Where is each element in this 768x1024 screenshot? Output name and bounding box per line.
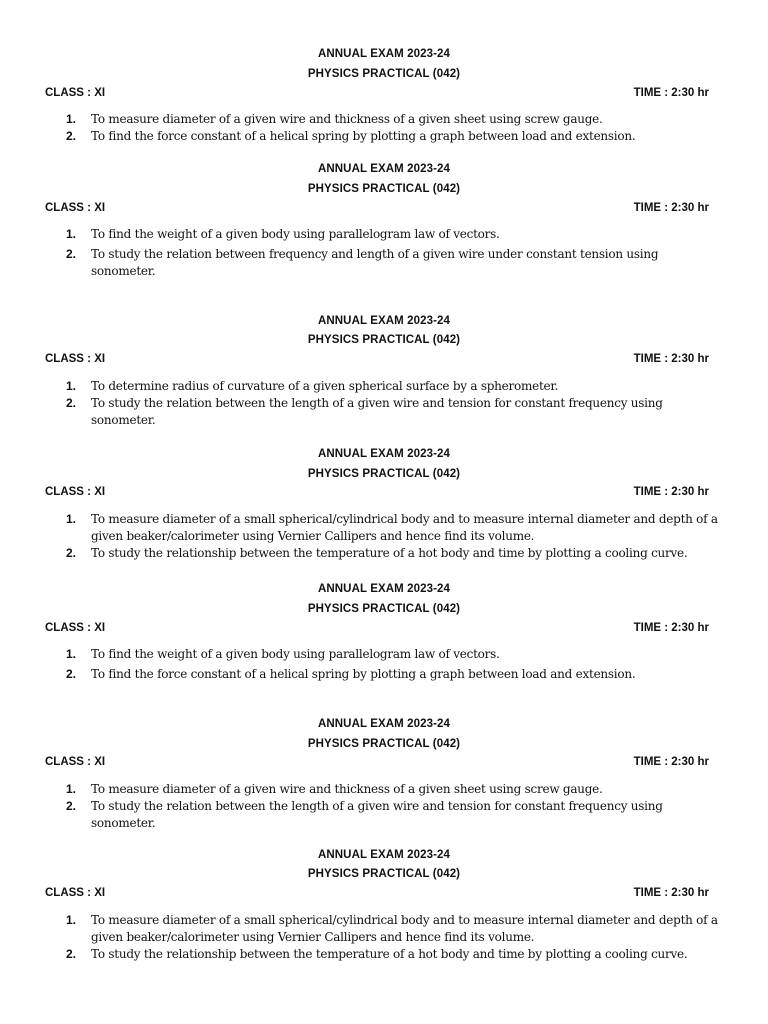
question-text: To study the relation between the length of a given wire and tension for constant frequency using sonometer. xyxy=(91,396,663,427)
question-number: 1. xyxy=(66,379,77,393)
exam-title: ANNUAL EXAM 2023-24 xyxy=(317,583,451,595)
exam-title: ANNUAL EXAM 2023-24 xyxy=(317,163,451,175)
question-number: 2. xyxy=(66,799,77,813)
question-number: 1. xyxy=(66,782,77,796)
question-number: 1. xyxy=(66,512,77,526)
exam-title: ANNUAL EXAM 2023-24 xyxy=(317,448,451,460)
question-text: To study the relationship between the temperature of a hot body and time by plotting a cooling curve. xyxy=(91,546,688,560)
question-text: To measure diameter of a given wire and thickness of a given sheet using screw gauge. xyxy=(91,782,603,796)
exam-title: ANNUAL EXAM 2023-24 xyxy=(317,718,451,730)
question-text: To measure diameter of a small spherical/cylindrical body and to measure internal diameter and depth of a given beaker/calorimeter using Vernier Callipers and hence find its volume. xyxy=(91,913,718,944)
class-label: CLASS : XI xyxy=(45,202,106,214)
exam-subtitle: PHYSICS PRACTICAL (042) xyxy=(307,868,461,880)
time-label: TIME : 2:30 hr xyxy=(633,622,709,634)
question-number: 1. xyxy=(66,227,77,241)
class-label: CLASS : XI xyxy=(45,87,106,99)
time-label: TIME : 2:30 hr xyxy=(633,756,709,768)
question-number: 2. xyxy=(66,247,77,261)
question-number: 1. xyxy=(66,647,77,661)
time-label: TIME : 2:30 hr xyxy=(633,87,709,99)
exam-subtitle: PHYSICS PRACTICAL (042) xyxy=(307,468,461,480)
exam-title: ANNUAL EXAM 2023-24 xyxy=(317,315,451,327)
question-number: 2. xyxy=(66,396,77,410)
exam-subtitle: PHYSICS PRACTICAL (042) xyxy=(307,603,461,615)
question-text: To measure diameter of a small spherical/cylindrical body and to measure internal diameter and depth of a given beaker/calorimeter using Vernier Callipers and hence find its volume. xyxy=(91,512,718,543)
question-text: To find the weight of a given body using parallelogram law of vectors. xyxy=(91,227,500,241)
exam-subtitle: PHYSICS PRACTICAL (042) xyxy=(307,334,461,346)
question-text: To study the relationship between the temperature of a hot body and time by plotting a cooling curve. xyxy=(91,947,688,961)
time-label: TIME : 2:30 hr xyxy=(633,202,709,214)
question-number: 2. xyxy=(66,129,77,143)
class-label: CLASS : XI xyxy=(45,353,106,365)
exam-title: ANNUAL EXAM 2023-24 xyxy=(317,849,451,861)
question-number: 1. xyxy=(66,913,77,927)
class-label: CLASS : XI xyxy=(45,756,106,768)
class-label: CLASS : XI xyxy=(45,887,106,899)
question-number: 2. xyxy=(66,947,77,961)
question-text: To find the force constant of a helical spring by plotting a graph between load and extension. xyxy=(91,129,636,143)
question-text: To find the force constant of a helical spring by plotting a graph between load and extension. xyxy=(91,667,636,681)
exam-subtitle: PHYSICS PRACTICAL (042) xyxy=(307,183,461,195)
question-text: To find the weight of a given body using parallelogram law of vectors. xyxy=(91,647,500,661)
question-number: 2. xyxy=(66,667,77,681)
exam-subtitle: PHYSICS PRACTICAL (042) xyxy=(307,68,461,80)
question-text: To study the relation between the length of a given wire and tension for constant frequency using sonometer. xyxy=(91,799,663,830)
exam-title: ANNUAL EXAM 2023-24 xyxy=(317,48,451,60)
question-text: To determine radius of curvature of a given spherical surface by a spherometer. xyxy=(91,379,559,393)
time-label: TIME : 2:30 hr xyxy=(633,887,709,899)
exam-subtitle: PHYSICS PRACTICAL (042) xyxy=(307,738,461,750)
class-label: CLASS : XI xyxy=(45,622,106,634)
question-text: To measure diameter of a given wire and thickness of a given sheet using screw gauge. xyxy=(91,112,603,126)
question-number: 2. xyxy=(66,546,77,560)
time-label: TIME : 2:30 hr xyxy=(633,353,709,365)
class-label: CLASS : XI xyxy=(45,486,106,498)
time-label: TIME : 2:30 hr xyxy=(633,486,709,498)
question-text: To study the relation between frequency and length of a given wire under constant tension using sonometer. xyxy=(91,247,659,278)
question-number: 1. xyxy=(66,112,77,126)
